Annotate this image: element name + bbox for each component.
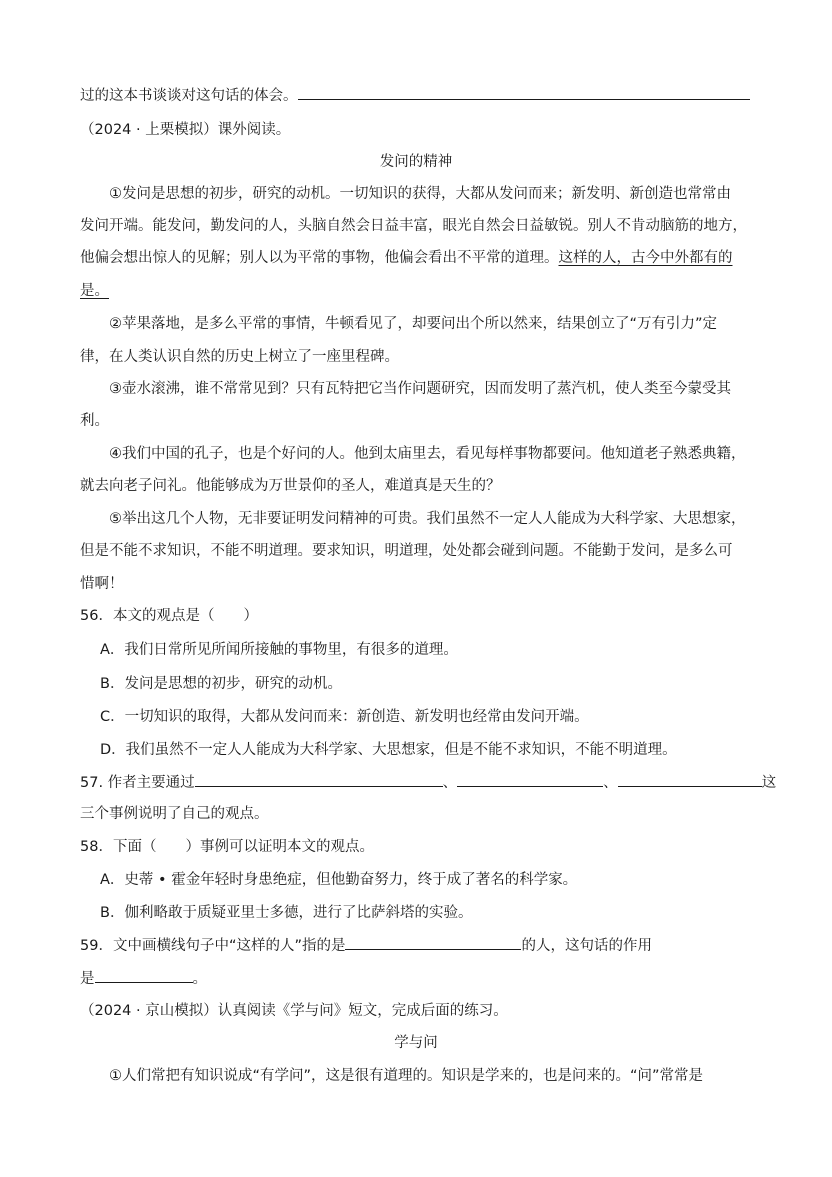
paragraph-4-line-1: ④我们中国的孔子，也是个好问的人。他到太庙里去，看见每样事物都要问。他知道老子熟悉典籍， <box>109 446 746 462</box>
passage-title-1: 发问的精神 <box>379 154 453 170</box>
question-tail-text: 过的这本书谈谈对这句话的体会。 <box>80 88 298 104</box>
paragraph-4-line-2: 就去向老子问礼。他能够成为万世景仰的圣人，难道真是天生的？ <box>80 478 501 494</box>
answer-blank-57-1[interactable] <box>195 772 443 787</box>
separator: 、 <box>442 775 458 791</box>
answer-blank-59-1[interactable] <box>345 935 521 950</box>
paragraph-1-line-1: ①发问是思想的初步，研究的动机。一切知识的获得，大都从发问而来；新发明、新创造也常常由 <box>109 186 731 202</box>
question-58: 58．下面（ ）事例可以证明本文的观点。 <box>80 839 374 855</box>
question-57 <box>80 772 776 793</box>
question-56-option-c[interactable]: C．一切知识的取得，大都从发问而来：新创造、新发明也经常由发问开端。 <box>100 709 589 725</box>
question-59-text: 59．文中画横线句子中“这样的人”指的是 <box>80 938 346 954</box>
paragraph-1-line-3-text: 他偏会想出惊人的见解；别人以为平常的事物，他偏会看出不平常的道理。 <box>80 250 559 266</box>
question-58-option-b[interactable]: B．伽利略敢于质疑亚里士多德，进行了比萨斜塔的实验。 <box>100 905 473 921</box>
underlined-sentence-end: 是。 <box>80 283 109 299</box>
question-59-period: 。 <box>192 971 207 987</box>
answer-blank-57-3[interactable] <box>618 772 762 787</box>
paragraph-5-line-2: 但是不能不求知识，不能不明道理。要求知识，明道理，处处都会碰到问题。不能勤于发问，是多么可 <box>80 543 733 559</box>
answer-blank-59-2[interactable] <box>95 968 193 983</box>
question-58-option-a[interactable]: A．史蒂 • 霍金年轻时身患绝症，但他勤奋努力，终于成了著名的科学家。 <box>100 872 578 888</box>
question-57-line-2: 三个事例说明了自己的观点。 <box>80 806 269 822</box>
question-59 <box>80 935 652 956</box>
paragraph-1-line-3 <box>80 248 733 268</box>
underlined-sentence: 这样的人，古今中外都有的 <box>558 250 733 266</box>
paragraph-2-line-2: 律，在人类认识自然的历史上树立了一座里程碑。 <box>80 349 399 365</box>
paragraph-2-line-1: ②苹果落地，是多么平常的事情，牛顿看见了，却要问出个所以然来，结果创立了“万有引力”定 <box>109 316 718 332</box>
paragraph-1-line-4 <box>80 281 109 301</box>
paragraph-3-line-1: ③壶水滚沸，谁不常常见到？只有瓦特把它当作问题研究，因而发明了蒸汽机，使人类至今蒙受其 <box>109 381 731 397</box>
question-tail-line <box>80 85 750 106</box>
question-59-text-mid: 的人，这句话的作用 <box>521 938 652 954</box>
section-source-1: （2024 · 上栗模拟）课外阅读。 <box>80 122 291 138</box>
question-56: 56．本文的观点是（ ） <box>80 608 258 624</box>
question-56-option-b[interactable]: B．发问是思想的初步，研究的动机。 <box>100 676 342 692</box>
paragraph-5-line-3: 惜啊！ <box>80 576 124 592</box>
question-56-option-d[interactable]: D．我们虽然不一定人人能成为大科学家、大思想家，但是不能不求知识，不能不明道理。 <box>100 742 677 758</box>
paragraph-3-line-2: 利。 <box>80 413 109 429</box>
question-56-option-a[interactable]: A．我们日常所见所闻所接触的事物里，有很多的道理。 <box>100 642 458 658</box>
question-57-text-end: 这 <box>761 775 777 791</box>
paragraph-1-line-2: 发问开端。能发问，勤发问的人，头脑自然会日益丰富，眼光自然会日益敏锐。别人不肯动脑筋的地方， <box>80 218 747 234</box>
question-59-line-2 <box>80 968 207 989</box>
paragraph-6-line-1: ①人们常把有知识说成“有学问”，这是很有道理的。知识是学来的，也是问来的。“问”常常是 <box>109 1068 704 1084</box>
answer-blank[interactable] <box>298 85 750 100</box>
question-57-text: 57. 作者主要通过 <box>80 775 195 791</box>
section-source-2: （2024 · 京山模拟）认真阅读《学与问》短文，完成后面的练习。 <box>80 1003 508 1019</box>
answer-blank-57-2[interactable] <box>457 772 603 787</box>
question-59-text-2: 是 <box>80 971 95 987</box>
paragraph-5-line-1: ⑤举出这几个人物，无非要证明发问精神的可贵。我们虽然不一定人人能成为大科学家、大思想家， <box>109 511 746 527</box>
separator: 、 <box>603 775 618 791</box>
passage-title-2: 学与问 <box>394 1035 438 1051</box>
